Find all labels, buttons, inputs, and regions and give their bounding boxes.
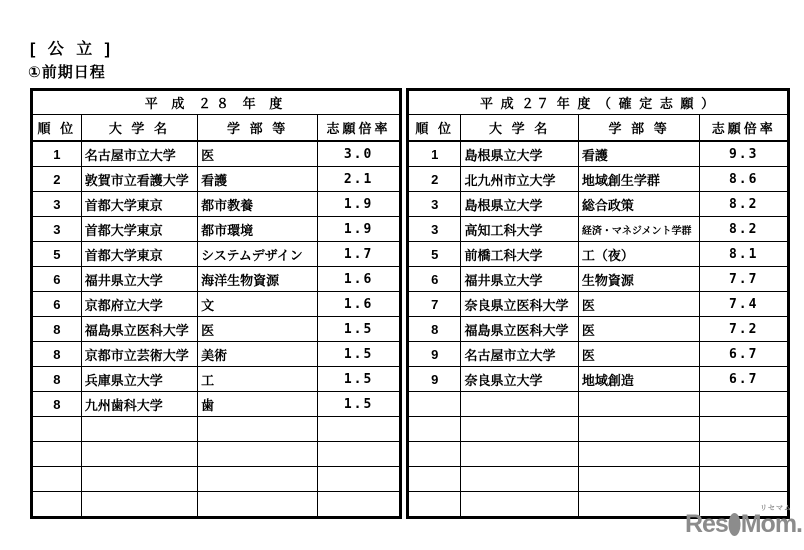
rank-cell: 1 — [408, 141, 461, 167]
category-label: [ 公 立 ] — [30, 41, 114, 58]
faculty-cell: 看護 — [578, 141, 700, 167]
section-title: ①前期日程 — [28, 64, 106, 81]
university-cell: 兵庫県立大学 — [81, 367, 197, 392]
university-cell — [81, 417, 197, 442]
header-rank: 順 位 — [408, 115, 461, 142]
table-row — [32, 141, 401, 167]
rank-cell: 8 — [32, 317, 82, 342]
university-cell: 島根県立大学 — [461, 141, 578, 167]
table-row — [32, 392, 401, 417]
rank-cell: 3 — [408, 217, 461, 242]
faculty-cell: 海洋生物資源 — [198, 267, 318, 292]
header-rank: 順 位 — [32, 115, 82, 142]
university-cell: 福井県立大学 — [461, 267, 578, 292]
logo-part-mom: Mom. — [740, 510, 802, 538]
table-row — [32, 317, 401, 342]
faculty-cell — [198, 442, 318, 467]
rank-cell — [32, 442, 82, 467]
ratio-cell: 2.1 — [318, 167, 401, 192]
rank-cell: 7 — [408, 292, 461, 317]
ratio-cell: 7.2 — [700, 317, 789, 342]
faculty-cell: 医 — [578, 292, 700, 317]
column-header-row — [32, 115, 401, 142]
ratio-cell: 8.2 — [700, 217, 789, 242]
faculty-cell: 美術 — [198, 342, 318, 367]
rank-cell: 9 — [408, 342, 461, 367]
university-cell — [461, 417, 578, 442]
university-cell: 九州歯科大学 — [81, 392, 197, 417]
table-row — [32, 417, 401, 442]
university-cell: 首都大学東京 — [81, 242, 197, 267]
faculty-cell: 都市教養 — [198, 192, 318, 217]
table-row — [408, 217, 789, 242]
table-row — [408, 417, 789, 442]
table-h27 — [406, 88, 790, 519]
table-row — [408, 342, 789, 367]
rank-cell: 2 — [32, 167, 82, 192]
rank-cell: 1 — [32, 141, 82, 167]
rank-cell: 6 — [32, 292, 82, 317]
header-university: 大 学 名 — [81, 115, 197, 142]
rank-cell — [408, 492, 461, 518]
faculty-cell: 文 — [198, 292, 318, 317]
faculty-cell: 医 — [198, 141, 318, 167]
ratio-cell: 3.0 — [318, 141, 401, 167]
table-row — [32, 467, 401, 492]
year-title: 平 成 ２８ 年 度 — [32, 90, 401, 115]
faculty-cell — [198, 467, 318, 492]
year-title-row — [408, 90, 789, 115]
faculty-cell — [578, 392, 700, 417]
ratio-cell — [700, 467, 789, 492]
resemom-watermark — [685, 505, 802, 537]
university-cell — [461, 442, 578, 467]
rank-cell — [408, 467, 461, 492]
header-ratio: 志願倍率 — [700, 115, 789, 142]
faculty-cell — [198, 492, 318, 518]
ratio-cell: 1.7 — [318, 242, 401, 267]
rank-cell: 2 — [408, 167, 461, 192]
faculty-cell: 経済・マネジメント学群 — [578, 217, 700, 242]
table-row — [32, 492, 401, 518]
ratio-cell — [318, 492, 401, 518]
university-cell: 首都大学東京 — [81, 192, 197, 217]
university-cell: 首都大学東京 — [81, 217, 197, 242]
resemom-ruby-text: リセマム — [760, 505, 792, 512]
university-cell: 名古屋市立大学 — [461, 342, 578, 367]
faculty-cell: 医 — [198, 317, 318, 342]
ratio-cell: 8.1 — [700, 242, 789, 267]
faculty-cell — [578, 467, 700, 492]
rank-cell — [408, 442, 461, 467]
ratio-cell: 7.7 — [700, 267, 789, 292]
rank-cell — [32, 492, 82, 518]
ratio-cell: 1.5 — [318, 367, 401, 392]
rank-cell: 6 — [408, 267, 461, 292]
table-row — [32, 167, 401, 192]
ratio-cell: 1.9 — [318, 192, 401, 217]
ratio-cell — [700, 417, 789, 442]
column-header-row — [408, 115, 789, 142]
faculty-cell: 工（夜） — [578, 242, 700, 267]
university-cell: 福島県立医科大学 — [461, 317, 578, 342]
faculty-cell: 看護 — [198, 167, 318, 192]
table-row — [408, 167, 789, 192]
rank-cell: 8 — [32, 342, 82, 367]
logo-part-res: Res — [684, 510, 728, 538]
faculty-cell: 生物資源 — [578, 267, 700, 292]
header-university: 大 学 名 — [461, 115, 578, 142]
table-row — [32, 242, 401, 267]
ratio-cell: 8.6 — [700, 167, 789, 192]
rank-cell — [408, 392, 461, 417]
ratio-cell — [700, 392, 789, 417]
faculty-cell — [578, 442, 700, 467]
faculty-cell: 医 — [578, 317, 700, 342]
university-cell: 敦賀市立看護大学 — [81, 167, 197, 192]
university-cell — [81, 442, 197, 467]
table-row — [408, 467, 789, 492]
faculty-cell: 都市環境 — [198, 217, 318, 242]
university-cell — [81, 467, 197, 492]
university-cell — [81, 492, 197, 518]
faculty-cell — [578, 492, 700, 518]
ratio-cell: 1.6 — [318, 292, 401, 317]
table-row — [408, 242, 789, 267]
university-cell: 北九州市立大学 — [461, 167, 578, 192]
ratio-cell — [318, 467, 401, 492]
university-cell: 京都市立芸術大学 — [81, 342, 197, 367]
table-row — [408, 192, 789, 217]
ratio-cell: 1.5 — [318, 317, 401, 342]
university-cell: 前橋工科大学 — [461, 242, 578, 267]
table-row — [408, 442, 789, 467]
rank-cell: 3 — [32, 217, 82, 242]
university-cell: 名古屋市立大学 — [81, 141, 197, 167]
table-row — [32, 217, 401, 242]
faculty-cell: 地域創生学群 — [578, 167, 700, 192]
faculty-cell: 歯 — [198, 392, 318, 417]
faculty-cell: 医 — [578, 342, 700, 367]
table-row — [408, 367, 789, 392]
university-cell: 京都府立大学 — [81, 292, 197, 317]
faculty-cell — [198, 417, 318, 442]
rank-cell: 8 — [32, 392, 82, 417]
year-title-row — [32, 90, 401, 115]
logo-dot-e: e — [728, 511, 741, 537]
university-cell — [461, 392, 578, 417]
ratio-cell — [318, 417, 401, 442]
table-row — [408, 292, 789, 317]
table-row — [408, 392, 789, 417]
table-row — [32, 267, 401, 292]
university-cell: 福井県立大学 — [81, 267, 197, 292]
table-row — [32, 442, 401, 467]
ratio-cell: 9.3 — [700, 141, 789, 167]
ranking-tables — [30, 88, 790, 519]
ratio-cell: 1.6 — [318, 267, 401, 292]
table-row — [408, 267, 789, 292]
rank-cell: 3 — [408, 192, 461, 217]
faculty-cell: 工 — [198, 367, 318, 392]
ratio-cell: 1.5 — [318, 392, 401, 417]
faculty-cell: システムデザイン — [198, 242, 318, 267]
university-cell: 島根県立大学 — [461, 192, 578, 217]
ratio-cell: 8.2 — [700, 192, 789, 217]
ratio-cell: 7.4 — [700, 292, 789, 317]
university-cell: 高知工科大学 — [461, 217, 578, 242]
university-cell: 奈良県立医科大学 — [461, 292, 578, 317]
year-title: 平 成 ２７ 年 度 （ 確 定 志 願 ） — [408, 90, 789, 115]
ratio-cell — [318, 442, 401, 467]
university-cell — [461, 467, 578, 492]
rank-cell: 3 — [32, 192, 82, 217]
rank-cell: 8 — [32, 367, 82, 392]
rank-cell — [32, 467, 82, 492]
ratio-cell: 6.7 — [700, 367, 789, 392]
table-row — [408, 317, 789, 342]
faculty-cell: 地域創造 — [578, 367, 700, 392]
faculty-cell — [578, 417, 700, 442]
resemom-logo — [685, 510, 802, 538]
rank-cell: 5 — [32, 242, 82, 267]
ratio-cell: 6.7 — [700, 342, 789, 367]
table-row — [32, 367, 401, 392]
rank-cell: 9 — [408, 367, 461, 392]
ratio-cell: 1.9 — [318, 217, 401, 242]
header-faculty: 学 部 等 — [578, 115, 700, 142]
header-faculty: 学 部 等 — [198, 115, 318, 142]
table-row — [32, 192, 401, 217]
table-h28 — [30, 88, 402, 519]
ratio-cell — [700, 442, 789, 467]
university-cell: 福島県立医科大学 — [81, 317, 197, 342]
faculty-cell: 総合政策 — [578, 192, 700, 217]
rank-cell: 8 — [408, 317, 461, 342]
rank-cell: 5 — [408, 242, 461, 267]
table-row — [32, 342, 401, 367]
table-row — [32, 292, 401, 317]
university-cell — [461, 492, 578, 518]
table-row — [408, 141, 789, 167]
university-cell: 奈良県立大学 — [461, 367, 578, 392]
ratio-cell: 1.5 — [318, 342, 401, 367]
rank-cell — [408, 417, 461, 442]
header-ratio: 志願倍率 — [318, 115, 401, 142]
rank-cell: 6 — [32, 267, 82, 292]
rank-cell — [32, 417, 82, 442]
